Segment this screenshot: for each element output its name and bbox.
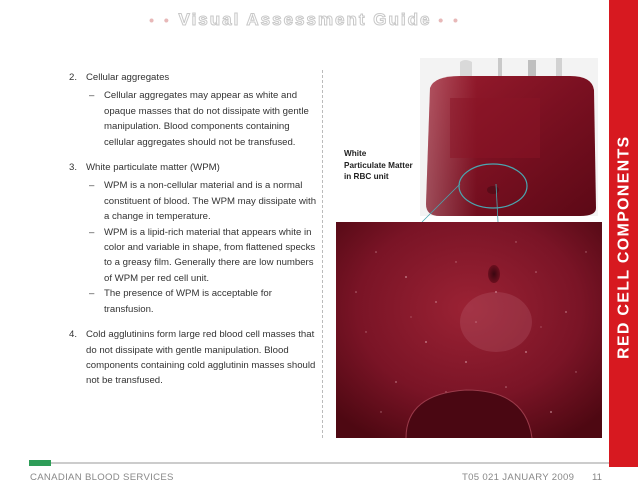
caption-line: Particulate Matter <box>344 160 413 170</box>
wpm-closeup-illustration <box>336 222 602 438</box>
sub-list-text: WPM is a lipid-rich material that appears white in color and variable in shape, from flattened specks to a greasy film. Generally there are low numbers of WPM per red cell unit. <box>104 226 316 284</box>
footer-document-code: T05 021 JANUARY 2009 <box>462 472 575 483</box>
dash-bullet: – <box>89 90 95 102</box>
sub-list-item <box>86 88 318 150</box>
list-item-white-particulate-matter <box>66 160 318 317</box>
list-item-title: Cellular aggregates <box>86 72 170 83</box>
caption-line: in RBC unit <box>344 172 389 181</box>
sub-list-item <box>86 178 318 224</box>
list-item-text: Cold agglutinins form large red blood cell masses that do not dissipate with gentle manipulation. Blood components containing cold agglutinin masses should not be transfused. <box>86 329 316 387</box>
wpm-closeup-photo <box>336 222 602 438</box>
list-number: 2. <box>69 72 78 83</box>
dash-bullet: – <box>89 226 95 238</box>
numbered-list <box>66 70 318 389</box>
sub-list-item <box>86 286 318 317</box>
footer-page-number: 11 <box>592 472 602 483</box>
sub-list <box>86 178 318 317</box>
list-number: 3. <box>69 162 78 174</box>
list-number: 4. <box>69 329 78 341</box>
sub-list-text: The presence of WPM is acceptable for transfusion. <box>104 288 272 315</box>
sub-list-text: WPM is a non-cellular material and is a normal constituent of blood. The WPM may dissipate with a change in temperature. <box>104 180 317 223</box>
header-dots-right: • • <box>438 12 461 28</box>
side-section-label: RED CELL COMPONENTS <box>616 135 633 359</box>
sub-list <box>86 88 318 150</box>
body-text-column <box>66 70 318 399</box>
header-dots-left: • • <box>149 12 172 28</box>
sub-list-text: Cellular aggregates may appear as white and opaque masses that do not dissipate with gentle manipulation. Blood components containing cellular aggregates should not be transfused. <box>104 90 309 148</box>
sub-list-item <box>86 225 318 287</box>
list-item-cold-agglutinins <box>66 327 318 389</box>
footer-accent-bar <box>29 460 51 466</box>
callout-pointer-lines <box>410 160 500 224</box>
header-title-text: Visual Assessment Guide <box>178 10 432 29</box>
caption-line: White <box>344 149 367 158</box>
list-item-title: White particulate matter (WPM) <box>86 162 220 174</box>
page-header-title <box>0 10 610 30</box>
list-item-cellular-aggregates <box>66 70 318 150</box>
footer-organization: CANADIAN BLOOD SERVICES <box>30 472 174 483</box>
column-divider <box>322 70 323 438</box>
dash-bullet: – <box>89 180 95 192</box>
footer-rule <box>51 462 609 464</box>
dash-bullet: – <box>89 288 95 300</box>
